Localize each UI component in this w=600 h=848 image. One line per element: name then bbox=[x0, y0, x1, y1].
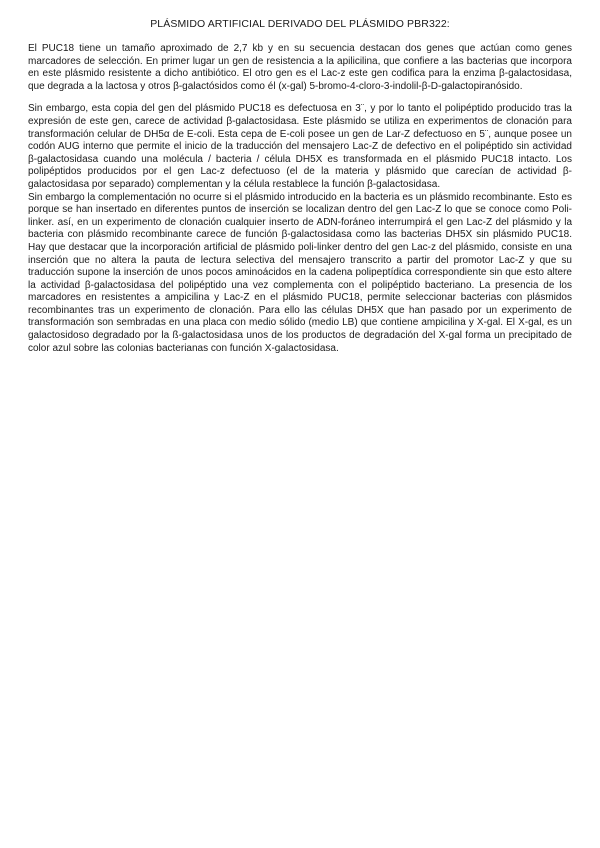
document-page bbox=[28, 18, 572, 365]
document-title: PLÁSMIDO ARTIFICIAL DERIVADO DEL PLÁSMIDO PBR322: bbox=[150, 18, 450, 30]
paragraph-defective-gene: Sin embargo, esta copia del gen del plásmido PUC18 es defectuosa en 3¨, y por lo tanto el polipéptido producido tras la expresión de este gen, carece de actividad β-galactosidasa. Este plásmido se utiliza en experimentos de clonación para transformación celular de DH5α de E-coli. Esta cepa de E-coli posee un gen de Lar-Z defectuoso en 5¨, aunque posee un codón AUG interno que permite el inicio de la traducción del mensajero Lac-Z de defectivo en el polipéptido sin actividad β-galactosidasa cuando una molécula / bacteria / célula DH5X es transformada en el plásmido PUC18 intacto. Los polipéptidos producidos por el gen Lac-z defectuoso (el de la materia y plásmido que carecían de actividad β-galactosidasa por separado) complementan y la célula restablece la función β-galactosidasa. bbox=[28, 103, 572, 190]
paragraph-complementation: Sin embargo la complementación no ocurre si el plásmido introducido en la bacteria es un plásmido recombinante. Esto es porque se han insertado en diferentes puntos de inserción se localizan dentro del gen Lac-Z lo que se conoce como Poli-linker. así, en un experimento de clonación cualquier inserto de ADN-foráneo interrumpirá el gen Lac-Z del plásmido y la bacteria con plásmido recombinante carece de función β-galactosidasa como las bacterias DH5X sin plásmido PUC18. Hay que destacar que la incorporación artificial de plásmido poli-linker dentro del gen Lac-z del plásmido, consiste en una inserción que no altera la pauta de lectura selectiva del mensajero transcrito a partir del promotor Lac-Z y que su traducción supone la inserción de unos pocos aminoácidos en la cadena polipeptídica correspondiente sin que esto altere la actividad β-galactosidasa del polipéptido una vez complementa con el polipéptido bacteriano. La presencia de los marcadores en resistentes a ampicilina y Lac-Z en el plásmido PUC18, permite seleccionar bacterias con plásmidos recombinantes tras un experimento de clonación. Para ello las células DH5X que han pasado por un experimento de transformación son sembradas en una placa con medio sólido (medio LB) que contiene ampicilina y X-gal. El X-gal, es un galactosidoso degradado por la ß-galactosidasa unos de los productos de degradación del X-gal forma un precipitado de color azul sobre las colonias bacterianas con función X-galactosidasa. bbox=[28, 191, 572, 354]
paragraph-puc18-description: El PUC18 tiene un tamaño aproximado de 2,7 kb y en su secuencia destacan dos genes que actúan como genes marcadores de selección. En primer lugar un gen de resistencia a la apilicilina, que confiere a las bacterias que incorpora en este plásmido resistente a dicho antibiótico. El otro gen es el Lac-z este gen codifica para la enzima β-galactosidasa, que degrada a la lactosa y otros β-galactósidos como él (x-gal) 5-bromo-4-cloro-3-indolil-β-D-galactopiranósido. bbox=[28, 43, 572, 92]
